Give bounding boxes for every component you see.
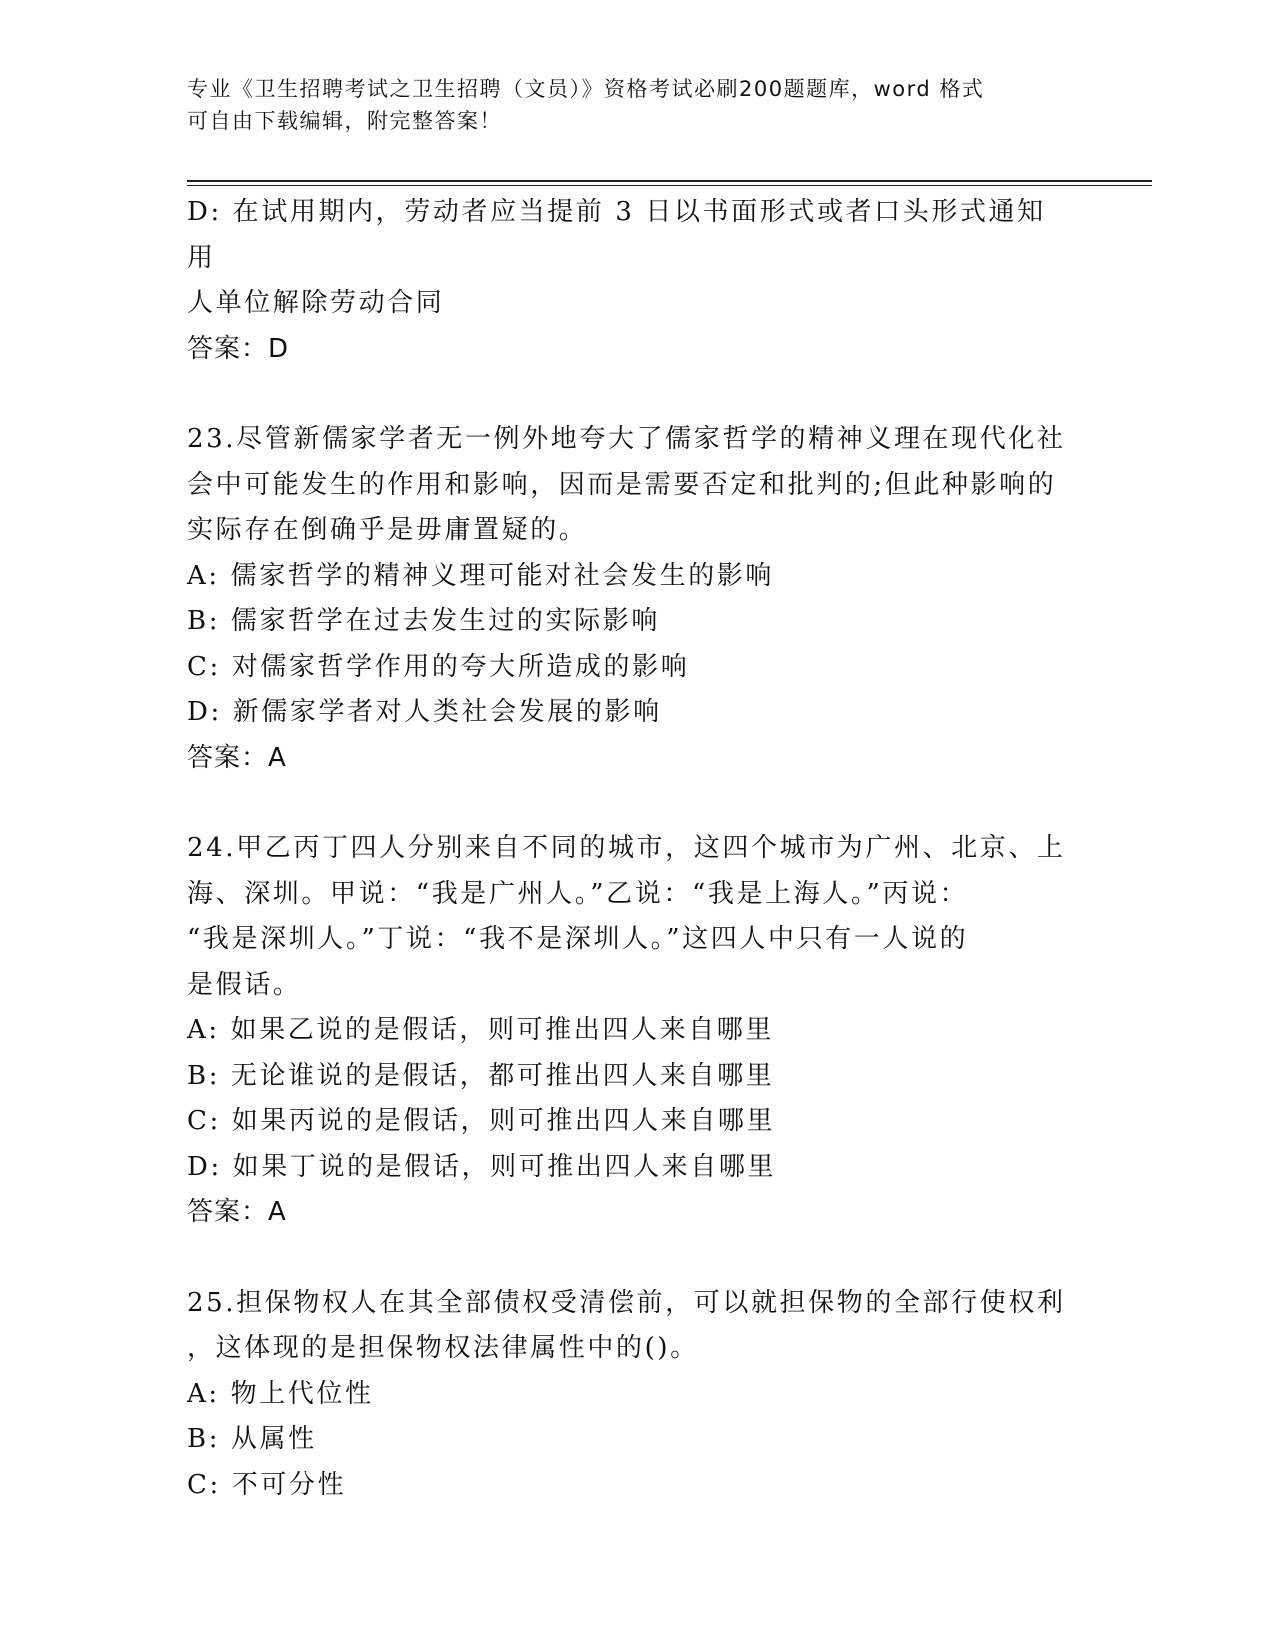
option-a: A: 物上代位性 — [187, 1378, 374, 1409]
option-d-line-2: 人单位解除劳动合同 — [187, 288, 445, 318]
question-text-line: 会中可能发生的作用和影响，因而是需要否定和批判的;但此种影响的 — [187, 469, 1057, 500]
question-text-line: 25.担保物权人在其全部债权受清偿前，可以就担保物的全部行使权利 — [187, 1287, 1066, 1318]
option-a: A: 儒家哲学的精神义理可能对社会发生的影响 — [187, 560, 775, 591]
question-24 — [187, 826, 1067, 1236]
answer-line: 答案：A — [187, 1197, 287, 1227]
question-text-line: 23.尽管新儒家学者无一例外地夸大了儒家哲学的精神义理在现代化社 — [187, 424, 1066, 454]
option-b: B: 儒家哲学在过去发生过的实际影响 — [187, 606, 660, 636]
question-text-line: 海、深圳。甲说：“我是广州人。”乙说：“我是上海人。”丙说： — [187, 878, 969, 909]
document-body — [187, 190, 1067, 1508]
header-title-line-1: 专业《卫生招聘考试之卫生招聘（文员）》资格考试必刷200题题库，word 格式 — [187, 77, 985, 101]
option-d-line-1: D: 在试用期内，劳动者应当提前 3 日以书面形式或者口头形式通知用 — [187, 197, 1046, 273]
spacer — [187, 1236, 1067, 1281]
option-b: B: 无论谁说的是假话，都可推出四人来自哪里 — [187, 1060, 775, 1091]
answer-line: 答案：D — [187, 333, 290, 364]
question-text-line: ，这体现的是担保物权法律属性中的()。 — [187, 1333, 699, 1363]
question-text-line: “我是深圳人。”丁说：“我不是深圳人。”这四人中只有一人说的 — [187, 924, 969, 954]
header-title-line-2: 可自由下载编辑，附完整答案！ — [187, 109, 502, 133]
option-c: C: 不可分性 — [187, 1469, 347, 1500]
option-d: D: 新儒家学者对人类社会发展的影响 — [187, 697, 662, 727]
question-25 — [187, 1281, 1067, 1509]
question-text-line: 实际存在倒确乎是毋庸置疑的。 — [187, 515, 588, 545]
answer-line: 答案：A — [187, 742, 287, 773]
spacer — [187, 372, 1067, 417]
question-text-line: 24.甲乙丙丁四人分别来自不同的城市，这四个城市为广州、北京、上 — [187, 833, 1066, 863]
document-header — [187, 73, 1067, 137]
header-divider — [187, 180, 1152, 186]
option-c: C: 对儒家哲学作用的夸大所造成的影响 — [187, 651, 690, 682]
option-b: B: 从属性 — [187, 1424, 317, 1454]
option-a: A: 如果乙说的是假话，则可推出四人来自哪里 — [187, 1015, 775, 1045]
spacer — [187, 781, 1067, 826]
question-text-line: 是假话。 — [187, 969, 302, 1000]
question-23 — [187, 417, 1067, 781]
option-d: D: 如果丁说的是假话，则可推出四人来自哪里 — [187, 1151, 777, 1182]
option-c: C: 如果丙说的是假话，则可推出四人来自哪里 — [187, 1106, 776, 1136]
question-22-tail — [187, 190, 1067, 372]
